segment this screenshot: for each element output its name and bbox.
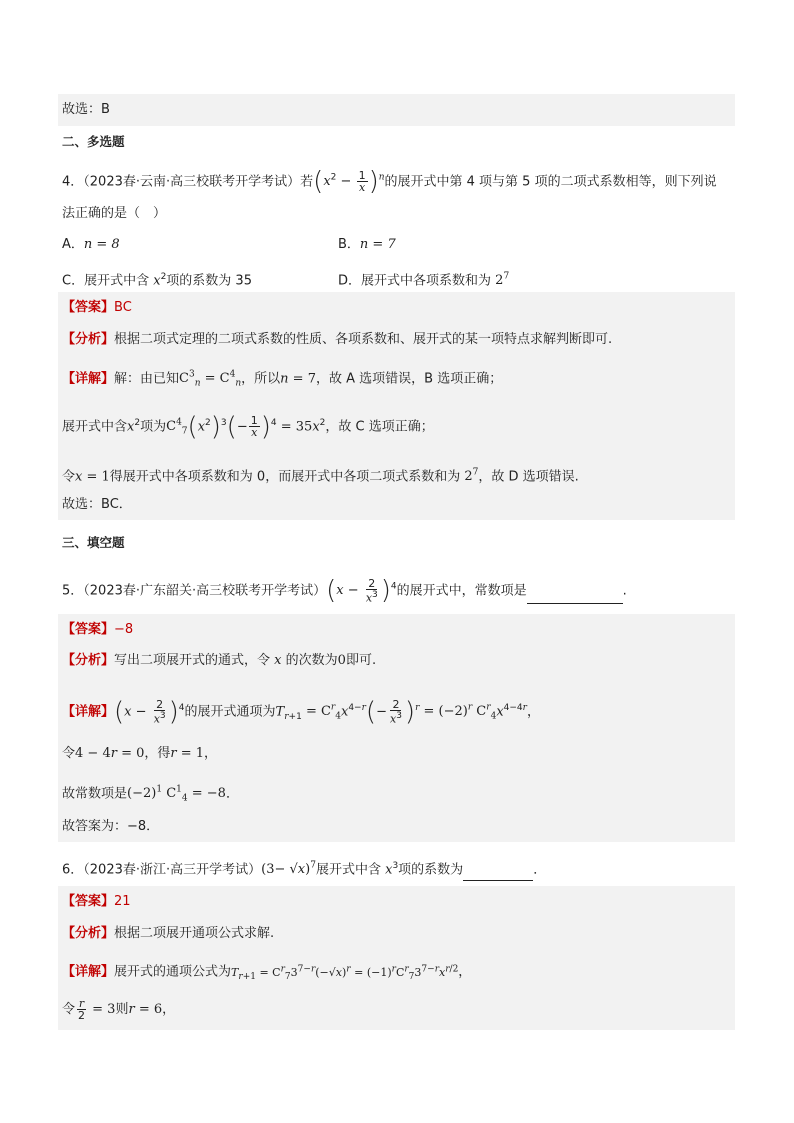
q5-detail-line1: 【详解】(x − $\frac{2}{x^3}$ )$^4$的展开式通项为$T_{r+1} = C^r_4x^{4-r}(-$ $\frac{2}{x^3}$ )$^r = (-2)^r$ $C^r_4x^{4-4r}$， <box>62 696 540 727</box>
section-title-multi: 二、多选题 <box>62 134 125 149</box>
q4-stem-line1: 4．（2023春·云南·高三校联考开学考试）若($x^2$ − $\frac{1}{x}$ )$^n$的展开式中第 4 项与第 5 项的二项式系数相等，则下列说 <box>62 166 717 197</box>
q6-source: （2023春·浙江·高三开学考试） <box>83 862 262 878</box>
q4-detail-line1: 【详解】解：由已知$C^3_n = C^4_n$，所以n = 7，故 A 选项错误，B 选项正确； <box>62 370 503 389</box>
q5-analysis: 【分析】写出二项展开式的通式，令 x 的次数为0即可. <box>62 653 377 668</box>
q5-answer: 【答案】−8 <box>62 622 134 637</box>
q4-stem-line2: 法正确的是（ ） <box>62 206 167 221</box>
prev-conclusion-block <box>58 94 735 126</box>
section-title-fill: 三、填空题 <box>62 535 125 550</box>
q6-expression: $(3- √x)^7$ <box>261 861 316 878</box>
q5-source: （2023春·广东韶关·高三校联考开学考试） <box>83 583 327 599</box>
q4-option-b: B．n = 7 <box>338 237 396 252</box>
q4-option-d: D．展开式中各项系数和为 $2^7$ <box>338 272 510 289</box>
q4-detail-line2: 展开式中含$x^2$项为$C^4_7(x^2)^3(-$ $\frac{1}{x}$ )$^4 = 35x^2$，故 C 选项正确； <box>62 411 434 442</box>
prev-conclusion: 故选：B <box>62 102 110 117</box>
q4-conclusion: 故选：BC． <box>62 497 132 512</box>
q6-answer: 【答案】21 <box>62 894 131 909</box>
q5-detail-line4: 故答案为：−8． <box>62 819 160 834</box>
q6-detail-line2: 令 $\frac{r}{2}$ = 3则r = 6， <box>62 997 176 1022</box>
q4-expression: ($x^2$ − $\frac{1}{x}$ )$^n$ <box>313 166 385 197</box>
q6-answer-blank[interactable] <box>463 865 533 881</box>
q4-source: （2023春·云南·高三校联考开学考试） <box>83 174 301 190</box>
q5-expression: (x − $\frac{2}{x^3}$ )$^4$ <box>326 575 397 606</box>
q6-detail-line1: 【详解】展开式的通项公式为$T_{r+1} = C^r_73^{7-r}(-√x)^r = (-1)^rC^r_73^{7-r}x^{r/2}$， <box>62 964 472 982</box>
q4-answer: 【答案】BC <box>62 300 132 315</box>
q4-detail-line3: 令x = 1得展开式中各项系数和为 0，而展开式中各项二项式系数和为 $2^7$，故 D 选项错误. <box>62 468 579 485</box>
q4-option-a: A．n = 8 <box>62 237 120 252</box>
q4-option-c: C．展开式中含 $x^2$项的系数为 35 <box>62 272 252 289</box>
q5-detail-line3: 故常数项是$(-2)^1$ $C^1_4 = -8$． <box>62 785 239 804</box>
q6-stem: 6．（2023春·浙江·高三开学考试）$(3- √x)^7$展开式中含 $x^3$项的系数为 ． <box>62 855 546 881</box>
q5-answer-blank[interactable] <box>527 588 623 604</box>
q5-stem: 5．（2023春·广东韶关·高三校联考开学考试）(x − $\frac{2}{x^3}$ )$^4$的展开式中，常数项是 . <box>62 575 627 606</box>
q5-detail-line2: 令4 − 4r = 0，得r = 1， <box>62 746 218 761</box>
q4-analysis: 【分析】根据二项式定理的二项式系数的性质、各项系数和、展开式的某一项特点求解判断即可. <box>62 332 613 347</box>
q6-analysis: 【分析】根据二项展开通项公式求解. <box>62 926 275 941</box>
